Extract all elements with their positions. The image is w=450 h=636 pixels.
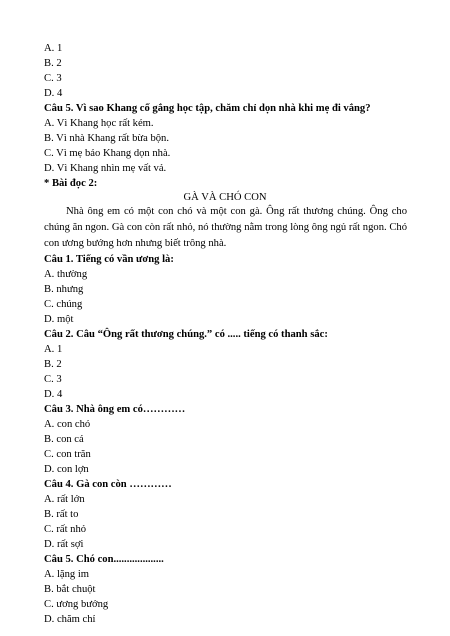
option: C. 3: [44, 73, 62, 84]
question-text: Câu 5. Chó con...................: [44, 554, 164, 565]
option: C. Vì mẹ bảo Khang dọn nhà.: [44, 148, 171, 159]
question-text: Câu 5. Vì sao Khang cố gắng học tập, chăm chỉ dọn nhà khi mẹ đi vắng?: [44, 103, 371, 114]
option: A. Vì Khang học rất kém.: [44, 118, 154, 129]
option: C. con trăn: [44, 449, 91, 460]
option: D. rất sợi: [44, 539, 84, 550]
passage-title: GÀ VÀ CHÓ CON: [183, 192, 267, 203]
option: B. Vì nhà Khang rất bừa bộn.: [44, 133, 169, 144]
option: B. rất to: [44, 509, 79, 520]
option: C. rất nhỏ: [44, 524, 87, 535]
option: C. chúng: [44, 299, 83, 310]
section-heading: * Bài đọc 2:: [44, 178, 98, 189]
question-text: Câu 4. Gà con còn …………: [44, 479, 172, 490]
option: A. con chó: [44, 419, 91, 430]
option: B. con cá: [44, 434, 84, 445]
question-text: Câu 1. Tiếng có vần ương là:: [44, 254, 174, 265]
option: D. 4: [44, 88, 63, 99]
option: A. lặng im: [44, 569, 90, 580]
option: A. 1: [44, 344, 63, 355]
option: B. bắt chuột: [44, 584, 96, 595]
option: D. Vì Khang nhìn mẹ vất vả.: [44, 163, 167, 174]
option: A. rất lớn: [44, 494, 85, 505]
option: C. 3: [44, 374, 62, 385]
option: A. 1: [44, 43, 63, 54]
option: D. con lợn: [44, 464, 89, 475]
passage-text: Nhà ông em có một con chó và một con gà. Ông rất thương chúng. Ông cho chúng ăn ngon. Gà con còn rất nhỏ, nó thường nằm trong lòng ông ngủ rất ngon. Chó con ương bướng hơn nhưng biết trông nhà.: [44, 206, 407, 249]
question-text: Câu 3. Nhà ông em có…………: [44, 404, 186, 415]
option: B. 2: [44, 359, 62, 370]
option: A. thường: [44, 269, 88, 280]
option: B. 2: [44, 58, 62, 69]
option: D. 4: [44, 389, 63, 400]
option: C. ương bướng: [44, 599, 109, 610]
question-text: Câu 2. Câu “Ông rất thương chúng.” có ..... tiếng có thanh sắc:: [44, 329, 328, 340]
option: D. chăm chỉ: [44, 614, 96, 625]
option: B. nhưng: [44, 284, 84, 295]
option: D. một: [44, 314, 74, 325]
